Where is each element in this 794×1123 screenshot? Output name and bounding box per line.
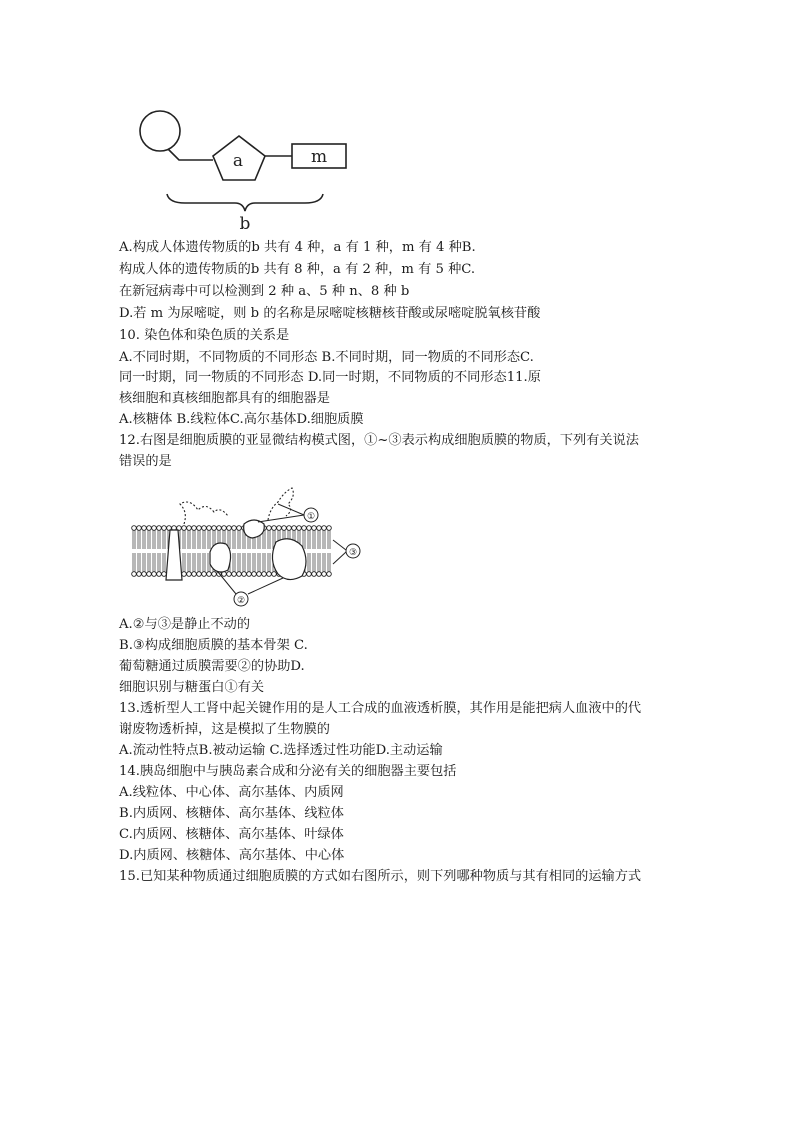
- label-3: ③: [348, 548, 358, 558]
- phospholipid-tail: [143, 530, 145, 549]
- phospholipid-head: [257, 572, 262, 577]
- phospholipid-head: [132, 526, 137, 531]
- text-line: 15.已知某种物质通过细胞质膜的方式如右图所示，则下列哪种物质与其有相同的运输方式: [119, 869, 642, 884]
- phospholipid-head: [322, 572, 327, 577]
- phospholipid-tail: [233, 530, 235, 549]
- phospholipid-head: [132, 572, 137, 577]
- phospholipid-head: [157, 572, 162, 577]
- phospholipid-head: [317, 572, 322, 577]
- phospholipid-head: [312, 572, 317, 577]
- transmembrane-protein: [272, 539, 306, 580]
- phospholipid-tail: [268, 553, 270, 572]
- phospholipid-tail: [208, 530, 210, 549]
- phospholipid-head: [162, 526, 167, 531]
- phospholipid-head: [232, 526, 237, 531]
- text-line: 葡萄糖通过质膜需要②的协助D.: [119, 659, 305, 674]
- label-m: m: [310, 147, 328, 167]
- phospholipid-head: [152, 526, 157, 531]
- phospholipid-tail: [188, 530, 190, 549]
- phospholipid-head: [227, 526, 232, 531]
- text-line: 构成人体的遗传物质的b 共有 8 种，a 有 2 种，m 有 5 种C.: [119, 262, 476, 277]
- text-line: A.流动性特点B.被动运输 C.选择透过性功能D.主动运输: [119, 743, 443, 758]
- phospholipid-tail: [138, 530, 140, 549]
- label-1: ①: [306, 512, 316, 522]
- phospholipid-head: [322, 526, 327, 531]
- phospholipid-head: [157, 526, 162, 531]
- phospholipid-tail: [193, 553, 195, 572]
- phospholipid-head: [327, 572, 332, 577]
- phospholipid-tail: [133, 530, 135, 549]
- phospholipid-tail: [263, 553, 265, 572]
- pointer-3b: [333, 552, 346, 564]
- phospholipid-head: [152, 572, 157, 577]
- phospholipid-tail: [323, 553, 325, 572]
- phospholipid-head: [237, 572, 242, 577]
- text-line: A.②与③是静止不动的: [119, 617, 251, 632]
- pointer-3a: [333, 540, 346, 550]
- phospholipid-tail: [248, 553, 250, 572]
- label-a: a: [232, 151, 244, 171]
- text-line: 错误的是: [119, 454, 172, 469]
- phospholipid-head: [212, 526, 217, 531]
- phospholipid-tail: [198, 553, 200, 572]
- phospholipid-head: [232, 572, 237, 577]
- phospholipid-head: [317, 526, 322, 531]
- text-line: 谢废物透析掉，这是模拟了生物膜的: [119, 722, 330, 737]
- text-line: A.核糖体 B.线粒体C.高尔基体D.细胞质膜: [119, 412, 364, 427]
- phospholipid-tail: [308, 530, 310, 549]
- channel-protein: [166, 530, 182, 580]
- phospholipid-head: [142, 572, 147, 577]
- text-line: A.线粒体、中心体、高尔基体、内质网: [119, 785, 344, 800]
- phospholipid-tail: [243, 553, 245, 572]
- phospholipid-tail: [188, 553, 190, 572]
- phospholipid-head: [187, 526, 192, 531]
- phospholipid-tail: [233, 553, 235, 572]
- pointer-2b: [248, 578, 283, 594]
- phospholipid-head: [292, 526, 297, 531]
- phospholipid-head: [207, 526, 212, 531]
- text-line: 在新冠病毒中可以检测到 2 种 a、5 种 n、8 种 b: [119, 284, 410, 299]
- phospholipid-tail: [318, 553, 320, 572]
- brace-b: [167, 194, 323, 211]
- text-line: C.内质网、核糖体、高尔基体、叶绿体: [119, 827, 344, 842]
- text-line: B.内质网、核糖体、高尔基体、线粒体: [119, 806, 344, 821]
- phospholipid-head: [307, 526, 312, 531]
- phospholipid-tail: [203, 553, 205, 572]
- phospholipid-tail: [148, 553, 150, 572]
- phospholipid-tail: [193, 530, 195, 549]
- phospholipid-tail: [143, 553, 145, 572]
- phospholipid-tail: [238, 553, 240, 572]
- phospholipid-tail: [183, 553, 185, 572]
- phospholipid-tail: [268, 530, 270, 549]
- phospholipid-tail: [158, 553, 160, 572]
- phospholipid-head: [202, 572, 207, 577]
- peripheral-protein-2: [244, 520, 265, 538]
- phospholipid-tail: [163, 553, 165, 572]
- label-b: b: [239, 214, 251, 234]
- phospholipid-head: [307, 572, 312, 577]
- nucleotide-figure: [135, 108, 365, 236]
- phospholipid-tail: [153, 553, 155, 572]
- phospholipid-head: [142, 526, 147, 531]
- text-line: D.内质网、核糖体、高尔基体、中心体: [119, 848, 345, 863]
- phospholipid-tail: [163, 530, 165, 549]
- text-line: 细胞识别与糖蛋白①有关: [119, 680, 265, 695]
- phospholipid-head: [297, 526, 302, 531]
- phosphate-circle: [140, 111, 180, 151]
- phospholipid-tail: [203, 530, 205, 549]
- phospholipid-head: [282, 526, 287, 531]
- phospholipid-tail: [148, 530, 150, 549]
- phospholipid-tail: [183, 530, 185, 549]
- phospholipid-head: [237, 526, 242, 531]
- pointer-1b: [258, 515, 304, 522]
- phospholipid-tail: [313, 553, 315, 572]
- pointer-1: [278, 504, 304, 515]
- phospholipid-tail: [328, 553, 330, 572]
- membrane-figure: [118, 482, 368, 610]
- text-line: 14.胰岛细胞中与胰岛素合成和分泌有关的细胞器主要包括: [119, 764, 457, 779]
- phospholipid-tail: [198, 530, 200, 549]
- text-line: 13.透析型人工肾中起关键作用的是人工合成的血液透析膜，其作用是能把病人血液中的代: [119, 701, 642, 716]
- phospholipid-head: [192, 526, 197, 531]
- phospholipid-head: [217, 526, 222, 531]
- text-line: 同一时期，同一物质的不同形态 D.同一时期，不同物质的不同形态11.原: [119, 370, 541, 385]
- phospholipid-head: [182, 572, 187, 577]
- phospholipid-tail: [308, 553, 310, 572]
- phospholipid-tail: [263, 530, 265, 549]
- phospholipid-tail: [138, 553, 140, 572]
- phospholipid-tail: [258, 553, 260, 572]
- phospholipid-head: [222, 526, 227, 531]
- phospholipid-tail: [133, 553, 135, 572]
- text-line: B.③构成细胞质膜的基本骨架 C.: [119, 638, 308, 653]
- text-line: 核细胞和真核细胞都具有的细胞器是: [119, 391, 330, 406]
- phospholipid-head: [207, 572, 212, 577]
- phospholipid-head: [187, 572, 192, 577]
- text-line: 12.右图是细胞质膜的亚显微结构模式图，①~③表示构成细胞质膜的物质，下列有关说法: [119, 433, 639, 448]
- text-line: A.构成人体遗传物质的b 共有 4 种，a 有 1 种，m 有 4 种B.: [119, 240, 476, 255]
- label-2: ②: [236, 596, 246, 606]
- phospholipid-head: [312, 526, 317, 531]
- phospholipid-head: [267, 526, 272, 531]
- phospholipid-head: [277, 526, 282, 531]
- text-line: A.不同时期，不同物质的不同形态 B.不同时期，同一物质的不同形态C.: [119, 350, 534, 365]
- phospholipid-head: [327, 526, 332, 531]
- phospholipid-head: [147, 526, 152, 531]
- phospholipid-head: [137, 526, 142, 531]
- phospholipid-head: [287, 526, 292, 531]
- phospholipid-head: [202, 526, 207, 531]
- phospholipid-head: [197, 572, 202, 577]
- phospholipid-tail: [328, 530, 330, 549]
- peripheral-protein-1: [210, 543, 231, 572]
- phospholipid-tail: [238, 530, 240, 549]
- phospholipid-head: [197, 526, 202, 531]
- text-line: D.若 m 为尿嘧啶，则 b 的名称是尿嘧啶核糖核苷酸或尿嘧啶脱氧核苷酸: [119, 306, 541, 321]
- phospholipid-head: [272, 526, 277, 531]
- phospholipid-tail: [318, 530, 320, 549]
- phospholipid-tail: [303, 530, 305, 549]
- phospholipid-head: [137, 572, 142, 577]
- phospholipid-tail: [313, 530, 315, 549]
- phospholipid-tail: [158, 530, 160, 549]
- phospholipid-head: [262, 572, 267, 577]
- phospholipid-head: [272, 572, 277, 577]
- phospholipid-tail: [323, 530, 325, 549]
- phospholipid-head: [267, 572, 272, 577]
- phospholipid-head: [252, 572, 257, 577]
- phospholipid-head: [302, 526, 307, 531]
- phospholipid-head: [192, 572, 197, 577]
- phospholipid-tail: [253, 553, 255, 572]
- glycoprotein-chain-left: [180, 502, 228, 524]
- phospholipid-head: [227, 572, 232, 577]
- text-line: 10. 染色体和染色质的关系是: [119, 328, 290, 343]
- phospholipid-head: [247, 572, 252, 577]
- phospholipid-head: [242, 572, 247, 577]
- phospholipid-tail: [153, 530, 155, 549]
- phospholipid-head: [212, 572, 217, 577]
- phosphate-bond: [168, 149, 213, 160]
- phospholipid-head: [147, 572, 152, 577]
- phospholipid-head: [162, 572, 167, 577]
- glycoprotein-chain-right: [268, 488, 293, 520]
- phospholipid-head: [182, 526, 187, 531]
